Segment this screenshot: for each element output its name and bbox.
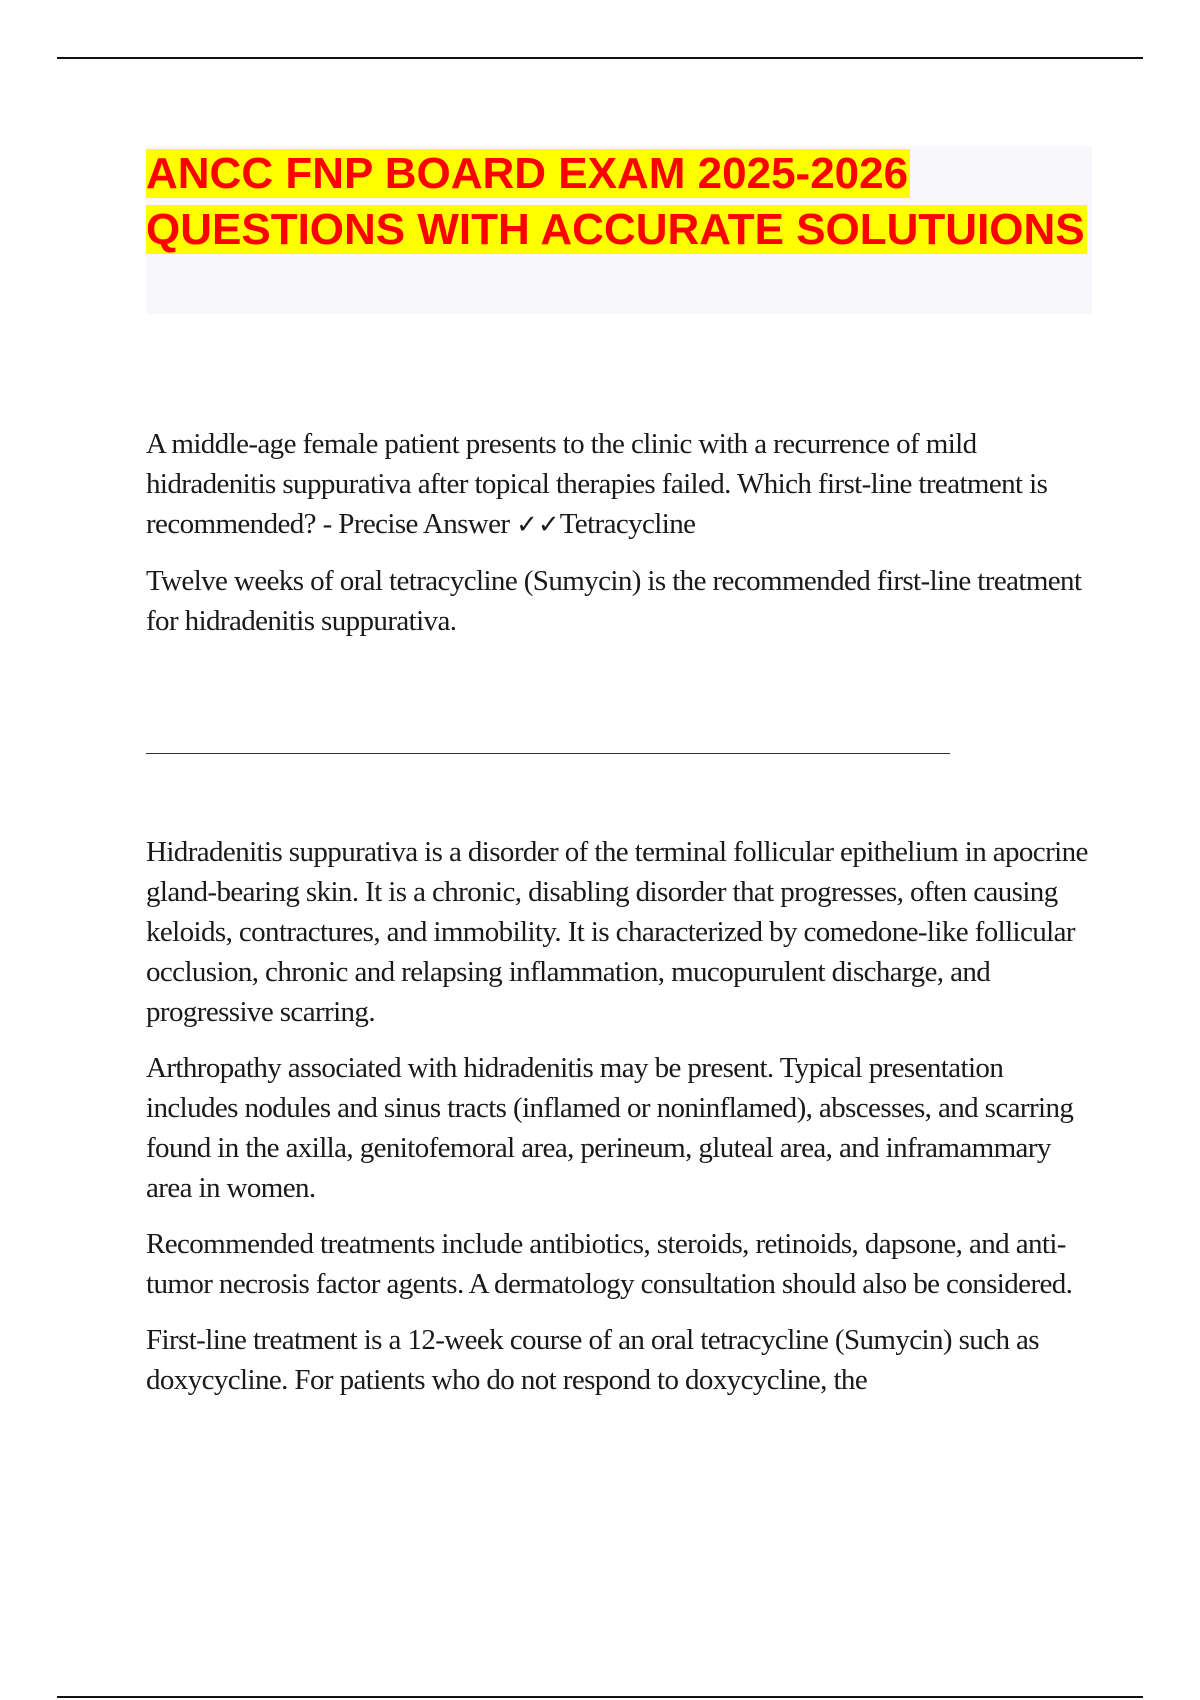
question-prompt: A middle-age female patient presents to the clinic with a recurrence of mild hidradenitis suppurativa after topical therapies failed. Which first-line treatment is recommended? - Precise Answer (146, 428, 1048, 540)
question-rationale: Twelve weeks of oral tetracycline (Sumycin) is the recommended first-line treatment for hidradenitis suppurativa. (146, 565, 1082, 637)
document-title (146, 146, 1092, 258)
question-answer: Tetracycline (559, 508, 696, 540)
checkmark-icon: ✓✓ (516, 510, 560, 540)
explanation-block (146, 832, 1096, 1416)
explanation-paragraph: Hidradenitis suppurativa is a disorder of the terminal follicular epithelium in apocrine gland-bearing skin. It is a chronic, disabling disorder that progresses, often causing keloids, contractures, and immobility. It is characterized by comedone-like follicular occlusion, chronic and relapsing inflammation, mucopurulent discharge, and progressive scarring. (146, 836, 1088, 1028)
page-bottom-rule (57, 1696, 1143, 1698)
document-title-text: ANCC FNP BOARD EXAM 2025-2026 QUESTIONS WITH ACCURATE SOLUTUIONS (146, 149, 1085, 254)
explanation-paragraph: Arthropathy associated with hidradenitis may be present. Typical presentation includes nodules and sinus tracts (inflamed or noninflamed), abscesses, and scarring found in the axilla, genitofemoral area, perineum, gluteal area, and inframammary area in women. (146, 1052, 1074, 1204)
title-block (146, 146, 1092, 314)
section-divider (146, 753, 950, 754)
page-top-rule (57, 57, 1143, 59)
question-prompt-paragraph (146, 424, 1096, 545)
question-block (146, 424, 1096, 657)
explanation-paragraph: First-line treatment is a 12-week course of an oral tetracycline (Sumycin) such as doxycycline. For patients who do not respond to doxycycline, the (146, 1324, 1039, 1396)
explanation-paragraph: Recommended treatments include antibiotics, steroids, retinoids, dapsone, and anti-tumor necrosis factor agents. A dermatology consultation should also be considered. (146, 1228, 1073, 1300)
